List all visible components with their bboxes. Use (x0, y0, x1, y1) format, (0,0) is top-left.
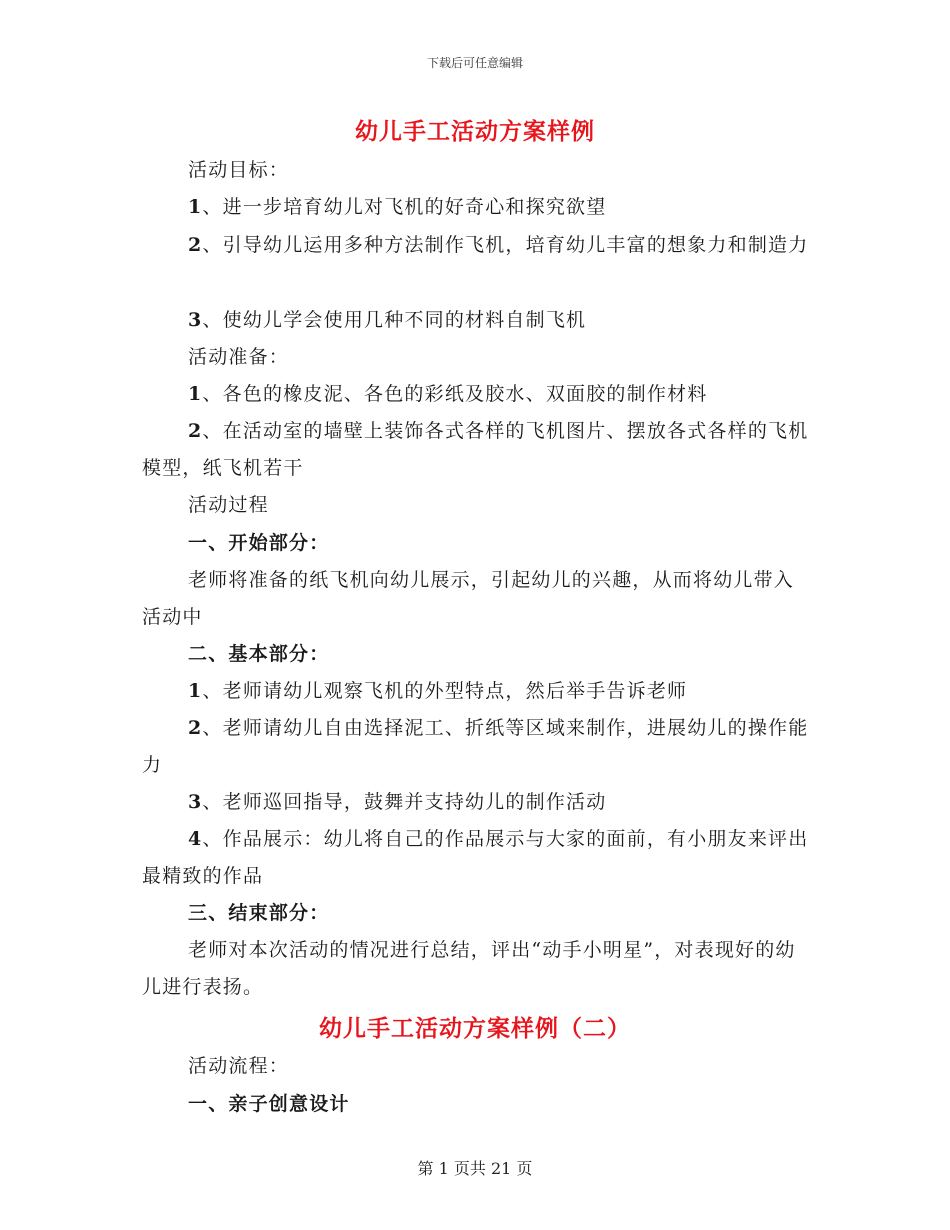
basic-item-1-text: 、老师请幼儿观察飞机的外型特点，然后举手告诉老师 (202, 680, 688, 702)
basic-item-4-number: 4 (188, 828, 203, 850)
basic-item-3-number: 3 (188, 791, 203, 813)
goal-item-3-number: 3 (188, 309, 203, 331)
basic-item-3-text: 、老师巡回指导，鼓舞并支持幼儿的制作活动 (202, 791, 607, 813)
basic-item-2-text: 、老师请幼儿自由选择泥工、折纸等区域来制作，进展幼儿的操作能力 (142, 717, 809, 776)
prep-item-1-text: 、各色的橡皮泥、各色的彩纸及胶水、双面胶的制作材料 (202, 383, 708, 405)
goal-item-3 (142, 302, 810, 339)
goal-item-2 (142, 227, 810, 264)
goal-item-1-number: 1 (188, 196, 203, 218)
part3-text: 老师对本次活动的情况进行总结，评出“动手小明星”，对表现好的幼儿进行表扬。 (142, 939, 796, 998)
basic-item-4-text: 、作品展示：幼儿将自己的作品展示与大家的面前，有小朋友来评出最精致的作品 (142, 828, 809, 887)
flow1-heading: 一、亲子创意设计 (188, 1093, 350, 1115)
document-title-2: 幼儿手工活动方案样例（二） (319, 1015, 631, 1042)
goal-item-2-text: 、引导幼儿运用多种方法制作飞机，培育幼儿丰富的想象力和制造力 (202, 234, 809, 256)
header-note: 下载后可任意编辑 (426, 56, 523, 70)
process-heading: 活动过程 (188, 494, 269, 516)
basic-item-4 (142, 821, 810, 895)
goal-item-2-number: 2 (188, 234, 203, 256)
document-title: 幼儿手工活动方案样例 (355, 118, 595, 145)
goal-heading: 活动目标： (188, 159, 290, 181)
prep-item-2-text: 、在活动室的墙壁上装饰各式各样的飞机图片、摆放各式各样的飞机模型，纸飞机若干 (142, 420, 809, 479)
prep-item-1-number: 1 (188, 383, 203, 405)
goal-item-1 (142, 189, 810, 226)
part1-text: 老师将准备的纸飞机向幼儿展示，引起幼儿的兴趣，从而将幼儿带入活动中 (142, 569, 795, 628)
flow-heading: 活动流程： (188, 1055, 290, 1077)
page-number: 第 1 页共 21 页 (417, 1159, 533, 1178)
prep-heading: 活动准备： (188, 346, 290, 368)
basic-item-1-number: 1 (188, 680, 203, 702)
basic-item-1 (142, 673, 810, 710)
part2-heading: 二、基本部分： (188, 643, 330, 665)
prep-item-2-number: 2 (188, 420, 203, 442)
basic-item-2-number: 2 (188, 717, 203, 739)
basic-item-3 (142, 784, 810, 821)
goal-item-1-text: 、进一步培育幼儿对飞机的好奇心和探究欲望 (202, 196, 607, 218)
part1-heading: 一、开始部分： (188, 532, 330, 554)
basic-item-2 (142, 710, 810, 784)
goal-item-3-text: 、使幼儿学会使用几种不同的材料自制飞机 (202, 309, 587, 331)
prep-item-2 (142, 413, 810, 487)
part3-heading: 三、结束部分： (188, 902, 330, 924)
prep-item-1 (142, 376, 810, 413)
